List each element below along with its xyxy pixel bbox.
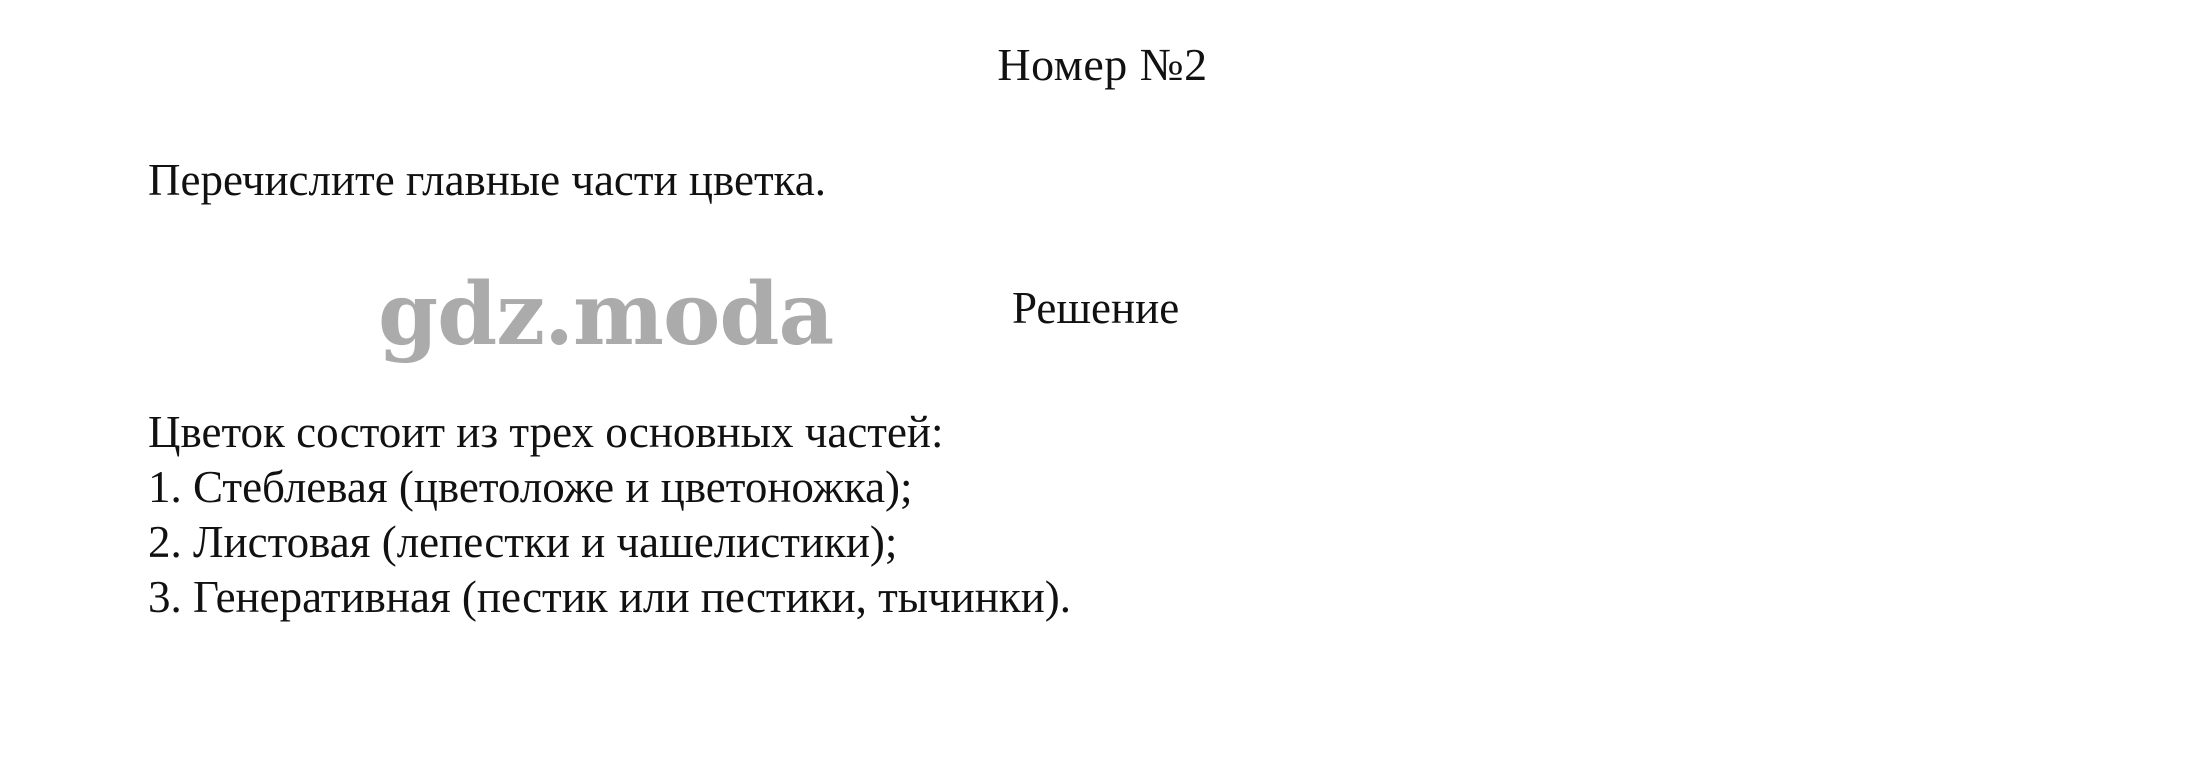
answer-item-3: 3. Генеративная (пестик или пестики, тычинки). bbox=[148, 571, 1072, 622]
answer-block bbox=[148, 405, 1071, 625]
answer-item-2: 2. Листовая (лепестки и чашелистики); bbox=[148, 516, 898, 567]
answer-item-1: 1. Стеблевая (цветоложе и цветоножка); bbox=[148, 461, 913, 512]
watermark-gdz-moda: gdz.moda bbox=[378, 264, 834, 365]
solution-label: Решение bbox=[1012, 283, 1180, 333]
page-title: Номер №2 bbox=[997, 39, 1208, 90]
answer-intro: Цветок состоит из трех основных частей: bbox=[148, 407, 944, 457]
question-text: Перечислите главные части цветка. bbox=[148, 155, 827, 205]
